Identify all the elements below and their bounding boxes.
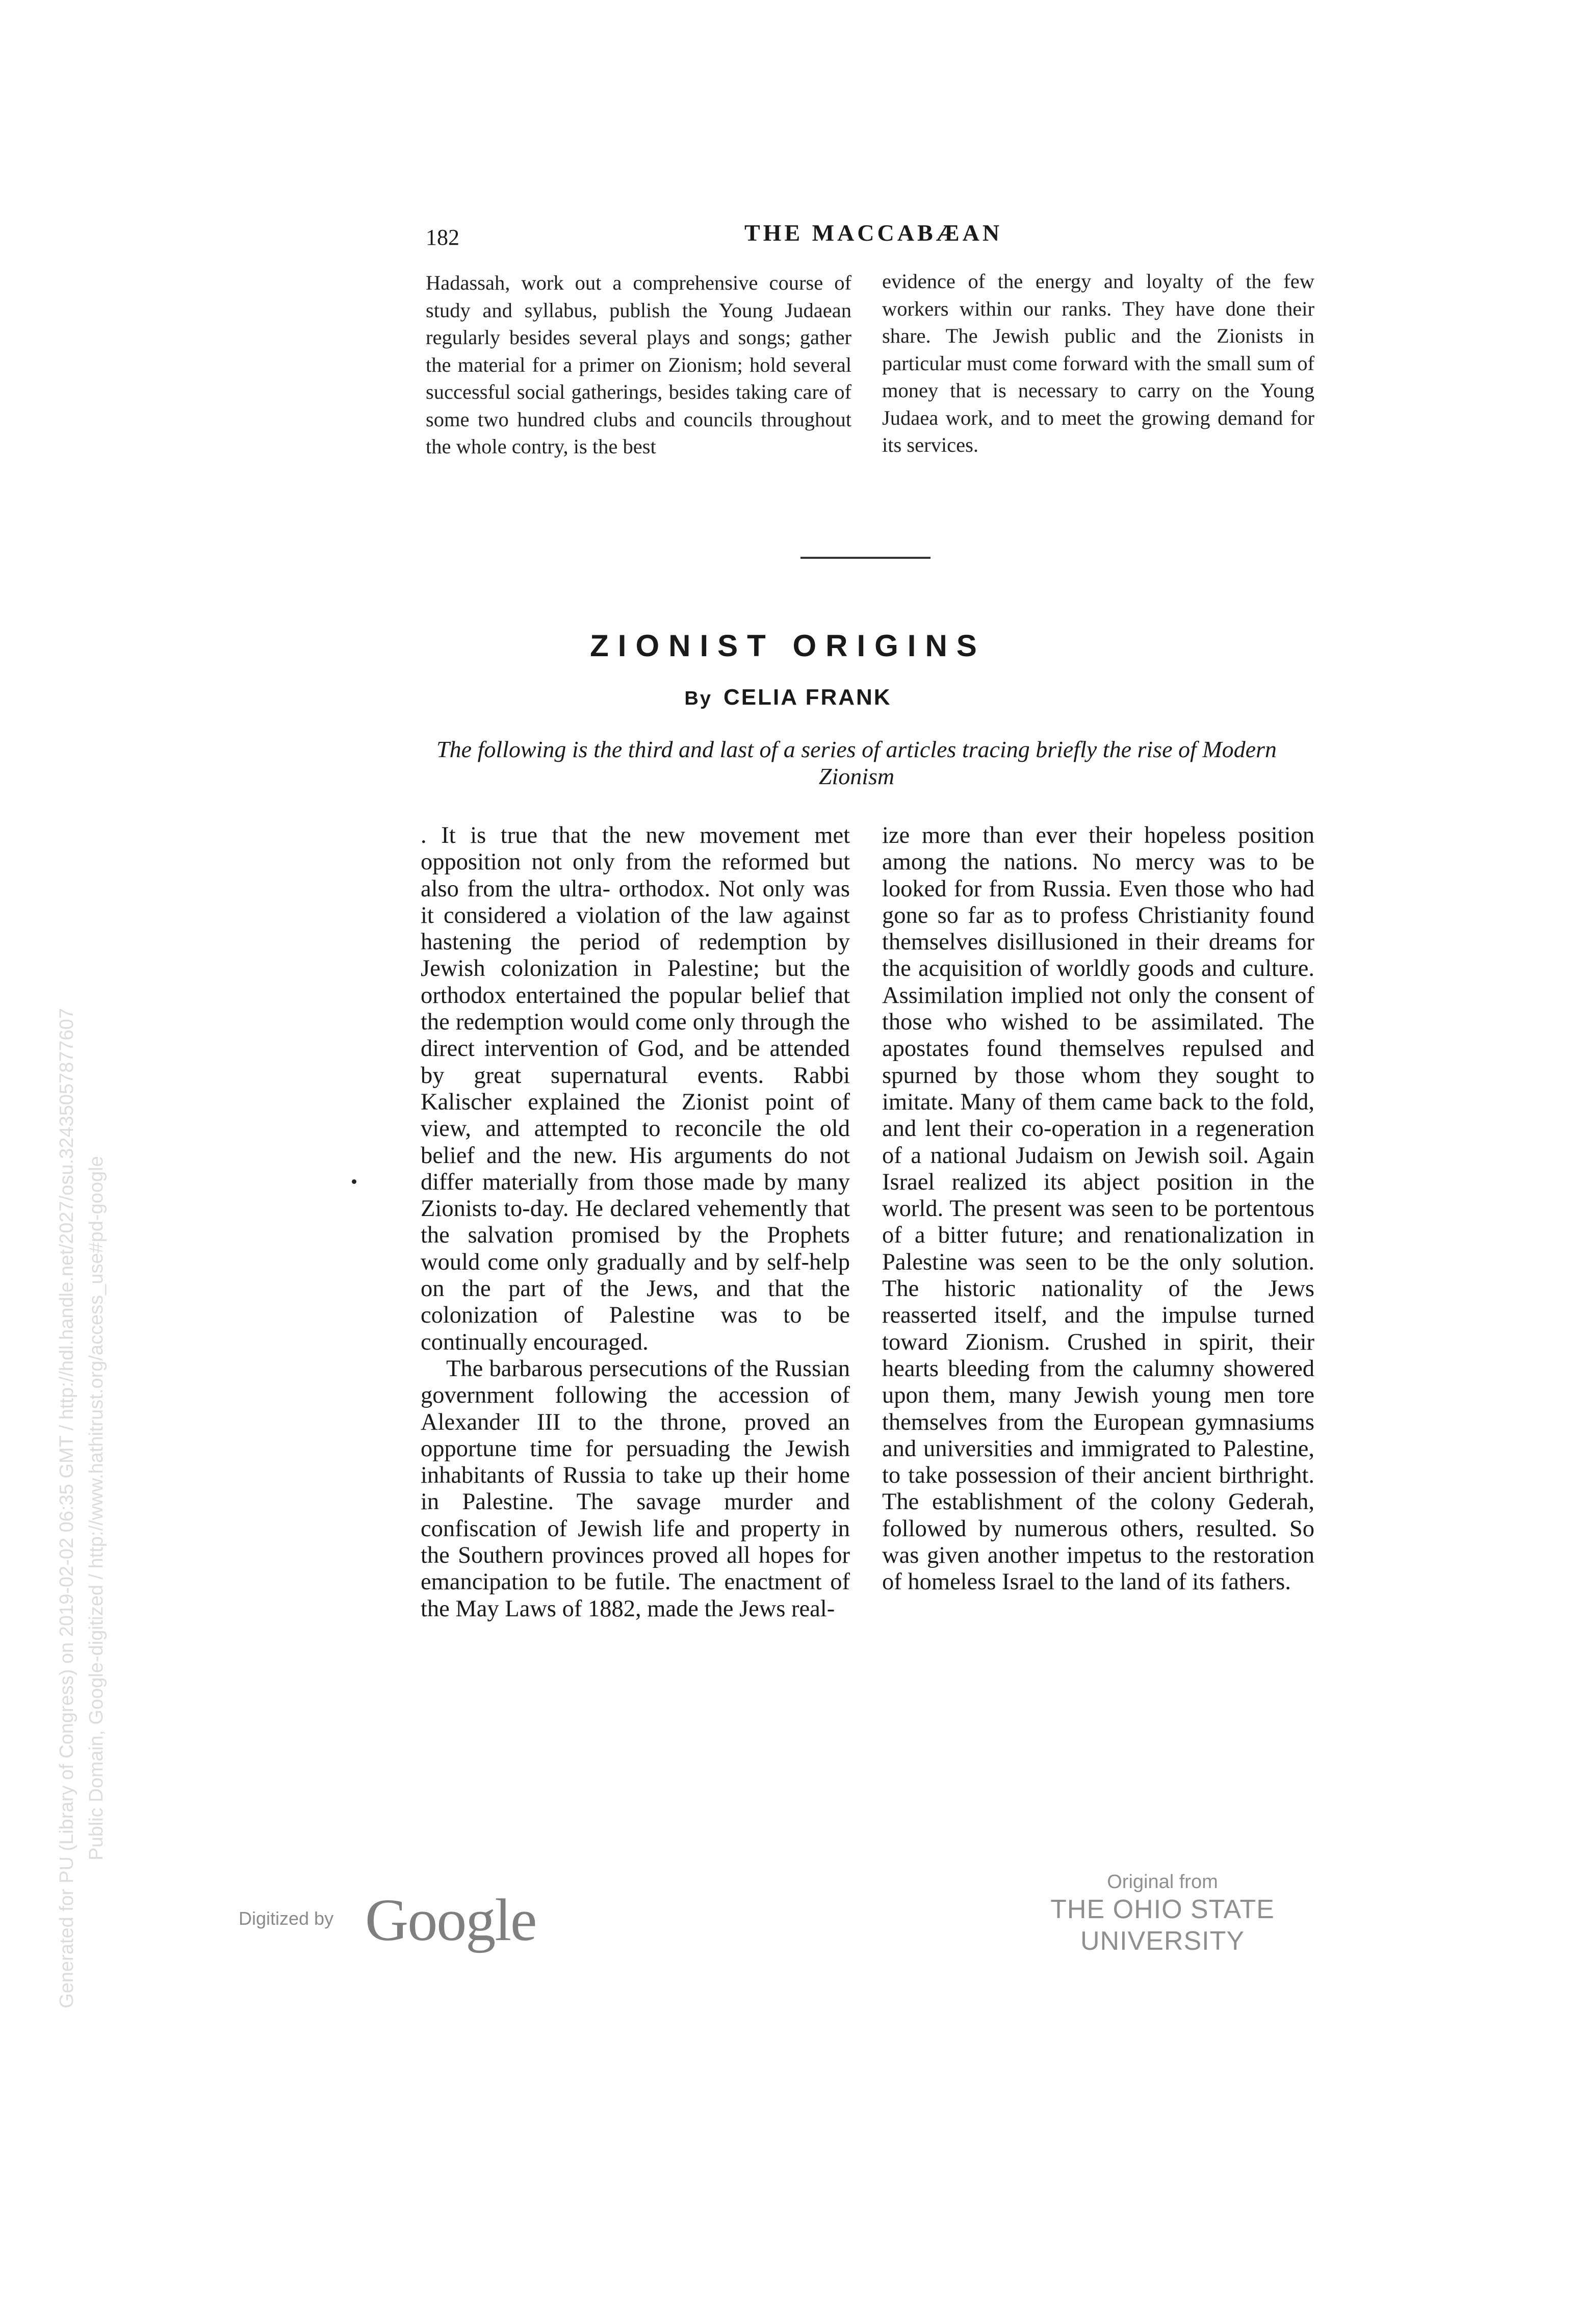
watermark-line-2: Public Domain, Google-digitized / http://www.hathitrust.org/access_use#pd-google: [86, 1156, 107, 1861]
digitized-by-google: [239, 1887, 545, 1953]
body-paragraph: The barbarous persecutions of the Russian government following the accession of Alexander III to the throne, proved an opportune time for persuading the Jewish inhabitants of Russia to take up their home in Palestine. The savage murder and confiscation of Jewish life and property in the Southern provinces proved all hopes for emancipation to be futile. The enactment of the May Laws of 1882, made the Jews real-: [421, 1355, 850, 1622]
running-head: THE MACCABÆAN: [744, 220, 1003, 246]
digitized-label: Digitized by: [239, 1908, 334, 1929]
top-left-column: Hadassah, work out a comprehensive course of study and syllabus, publish the Young Judaean regularly besides several plays and songs; gather the material for a primer on Zionism; hold several successful social gatherings, besides taking care of some two hundred clubs and councils throughout the whole contry, is the best: [426, 271, 851, 458]
byline-author: CELIA FRANK: [724, 685, 892, 710]
article-title: ZIONIST ORIGINS: [590, 629, 986, 663]
section-divider: [800, 557, 931, 559]
article-intro: The following is the third and last of a series of articles tracing briefly the rise of Modern Zionism: [436, 736, 1277, 789]
byline: [0, 685, 1576, 710]
body-paragraph: ize more than ever their hopeless position among the nations. No mercy was to be looked for from Russia. Even those who had gone so far as to profess Christianity found themselves disillusioned in their dreams for the acquisition of worldly goods and culture. Assimilation implied not only the consent of those who wished to be assimilated. The apostates found themselves repulsed and spurned by those whom they sought to imitate. Many of them came back to the fold, and lent their co-operation in a regeneration of a national Judaism on Jewish soil. Again Israel realized its abject position in the world. The present was seen to be portentous of a bitter future; and renationalization in Palestine was seen to be the only solution. The historic nationality of the Jews reasserted itself, and the impulse turned toward Zionism. Crushed in spirit, their hearts bleeding from the calumny showered upon them, many Jewish young men tore themselves from the European gymnasiums and universities and immigrated to Palestine, to take possession of their ancient birthright. The establishment of the colony Gederah, followed by numerous others, resulted. So was given another impetus to the restoration of homeless Israel to the land of its fathers.: [882, 822, 1314, 1595]
top-right-column: evidence of the energy and loyalty of the few workers within our ranks. They have done their share. The Jewish public and the Zionists in particular must come forward with the small sum of money that is necessary to carry on the Young Judaea work, and to meet the growing demand for its services.: [882, 270, 1314, 456]
original-institution: THE OHIO STATE UNIVERSITY: [1050, 1895, 1275, 1956]
byline-by: By: [684, 688, 712, 709]
google-logo: Google: [365, 1887, 536, 1953]
hathitrust-watermark: [52, 692, 111, 2324]
print-speck: [352, 1179, 356, 1184]
original-source: [979, 1870, 1346, 1957]
body-paragraph: . It is true that the new movement met opposition not only from the reformed but also from the ultra- orthodox. Not only was it considered a violation of the law against hastening the period of redemption by Jewish colonization in Palestine; but the orthodox entertained the popular belief that the redemption would come only through the direct intervention of God, and be attended by great supernatural events. Rabbi Kalischer explained the Zionist point of view, and attempted to reconcile the old belief and the new. His arguments do not differ materially from those made by many Zionists to-day. He declared vehemently that the salvation promised by the Prophets would come only gradually and by self-help on the part of the Jews, and that the colonization of Palestine was to be continually encouraged.: [421, 822, 850, 1355]
watermark-line-1: Generated for PU (Library of Congress) on 2019-02-02 06:35 GMT / http://hdl.handle.net/2027/osu.32435057877607: [56, 1008, 77, 2008]
original-label: Original from: [1107, 1871, 1218, 1893]
page-number: 182: [426, 225, 459, 250]
body-left-column: [421, 822, 850, 1622]
body-right-column: [882, 822, 1314, 1596]
